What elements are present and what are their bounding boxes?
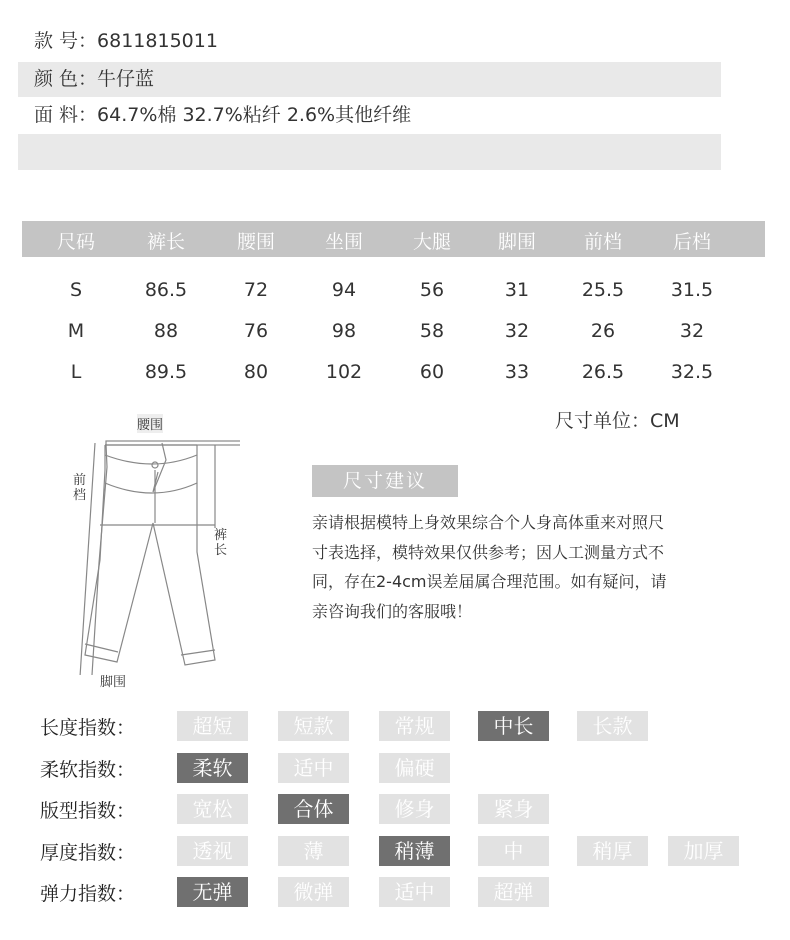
info-style-number [18, 24, 721, 59]
table-cell: M [67, 320, 85, 342]
info-color [18, 62, 721, 97]
table-cell: 26 [590, 320, 616, 342]
table-cell: 88 [153, 320, 179, 342]
rating-option: 中 [478, 836, 549, 866]
size-suggestion-title: 尺寸建议 [312, 465, 458, 497]
column-header: 坐围 [324, 231, 363, 253]
table-cell: L [70, 361, 82, 383]
column-header: 后档 [672, 231, 711, 253]
column-header: 腰围 [236, 231, 275, 253]
rating-option: 紧身 [478, 794, 549, 824]
rating-option: 修身 [379, 794, 450, 824]
table-cell: 94 [331, 279, 357, 301]
label-front-rise: 前档 [73, 473, 87, 503]
info-label: 颜 色： [34, 68, 98, 90]
table-cell: 60 [419, 361, 445, 383]
pants-outline-icon [60, 425, 240, 675]
size-table-header [22, 221, 765, 257]
table-cell: 26.5 [581, 361, 625, 383]
info-fabric [18, 98, 721, 133]
rating-label: 柔软指数： [40, 759, 136, 781]
rating-option: 微弹 [278, 877, 349, 907]
rating-option: 偏硬 [379, 753, 450, 783]
rating-label: 弹力指数： [40, 883, 136, 905]
rating-option: 薄 [278, 836, 349, 866]
suggestion-line: 亲咨询我们的客服哦！ [312, 601, 473, 621]
rating-label: 版型指数： [40, 800, 136, 822]
info-value: 牛仔蓝 [97, 68, 155, 90]
column-header: 脚围 [497, 231, 536, 253]
table-cell: 98 [331, 320, 357, 342]
info-blank-row [18, 134, 721, 170]
info-label: 面 料： [34, 104, 98, 126]
table-cell: S [69, 279, 83, 301]
size-unit: 尺寸单位：CM [555, 410, 680, 432]
info-value: 6811815011 [97, 30, 218, 52]
rating-option: 稍薄 [379, 836, 450, 866]
rating-option: 宽松 [177, 794, 248, 824]
column-header: 尺码 [56, 231, 95, 253]
rating-option: 柔软 [177, 753, 248, 783]
rating-option: 无弹 [177, 877, 248, 907]
rating-option: 适中 [278, 753, 349, 783]
table-cell: 32 [679, 320, 705, 342]
table-cell: 102 [325, 361, 363, 383]
rating-option: 加厚 [668, 836, 739, 866]
rating-option: 超弹 [478, 877, 549, 907]
table-cell: 76 [243, 320, 269, 342]
rating-label: 厚度指数： [40, 842, 136, 864]
table-cell: 86.5 [144, 279, 188, 301]
table-cell: 31.5 [670, 279, 714, 301]
table-cell: 58 [419, 320, 445, 342]
table-cell: 31 [504, 279, 530, 301]
rating-option: 中长 [478, 711, 549, 741]
table-cell: 32 [504, 320, 530, 342]
column-header: 前档 [583, 231, 622, 253]
info-value: 64.7%棉 32.7%粘纤 2.6%其他纤维 [97, 104, 412, 126]
rating-option: 短款 [278, 711, 349, 741]
suggestion-line: 同，存在2-4cm误差届属合理范围。如有疑问，请 [312, 572, 667, 591]
rating-option: 超短 [177, 711, 248, 741]
table-cell: 56 [419, 279, 445, 301]
rating-option: 稍厚 [577, 836, 648, 866]
rating-option: 长款 [577, 711, 648, 741]
column-header: 大腿 [412, 231, 451, 253]
table-cell: 89.5 [144, 361, 188, 383]
label-hem: 脚围 [100, 675, 127, 690]
rating-option: 透视 [177, 836, 248, 866]
table-cell: 80 [243, 361, 269, 383]
table-cell: 25.5 [581, 279, 625, 301]
rating-option: 常规 [379, 711, 450, 741]
suggestion-line: 寸表选择，模特效果仅供参考；因人工测量方式不 [312, 542, 665, 562]
rating-option: 适中 [379, 877, 450, 907]
label-waist: 腰围 [137, 414, 163, 433]
suggestion-line: 亲请根据模特上身效果综合个人身高体重来对照尺 [312, 513, 665, 532]
rating-option: 合体 [278, 794, 349, 824]
info-label: 款 号： [34, 30, 98, 52]
rating-label: 长度指数： [40, 717, 136, 739]
table-cell: 32.5 [670, 361, 714, 383]
table-cell: 33 [504, 361, 530, 383]
size-suggestion-text [312, 508, 724, 626]
column-header: 裤长 [146, 231, 185, 253]
label-length: 裤长 [214, 528, 228, 558]
table-cell: 72 [243, 279, 269, 301]
